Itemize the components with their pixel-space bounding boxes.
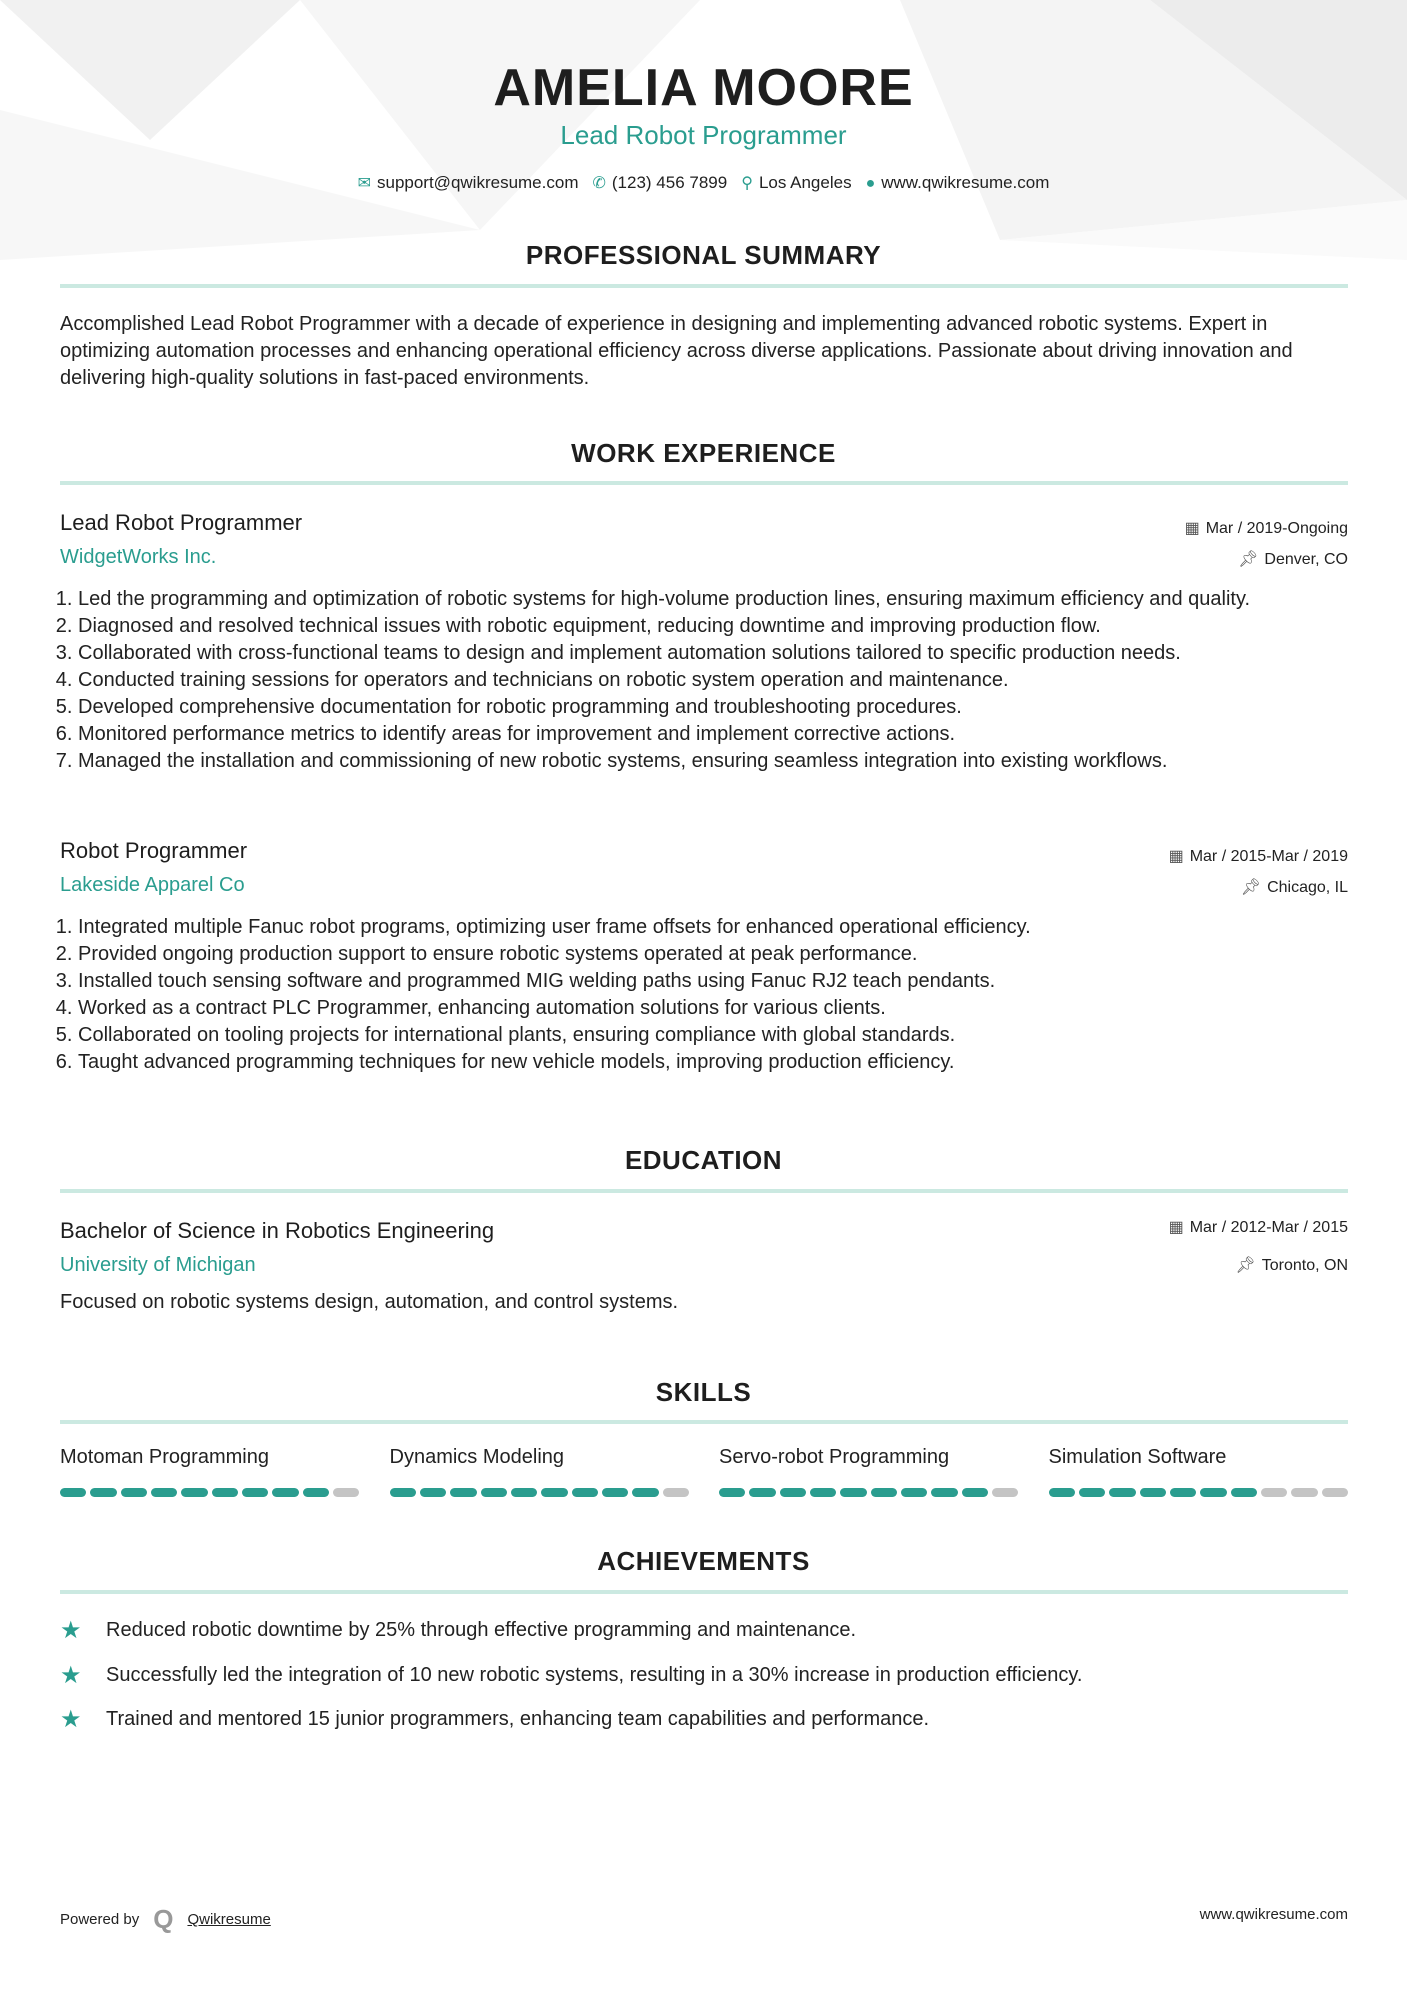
candidate-title: Lead Robot Programmer (560, 120, 847, 150)
skills-list (60, 1446, 1348, 1497)
skill-level-segment (962, 1488, 988, 1497)
phone-icon: ✆ (592, 175, 606, 192)
skill-level-segment (242, 1488, 268, 1497)
achievement-item (60, 1616, 856, 1645)
star-icon: ★ (60, 1617, 82, 1644)
skill-level-segment (1291, 1488, 1317, 1497)
contact-bar (0, 173, 1407, 193)
skill-level-segment (1049, 1488, 1075, 1497)
divider (60, 1189, 1348, 1193)
skill-level-bar (60, 1488, 360, 1497)
skills-heading: SKILLS (655, 1377, 752, 1407)
divider (60, 1420, 1348, 1424)
bullet: 5. Developed comprehensive documentation for robotic programming and troubleshooting procedures. (78, 694, 1350, 721)
skill-level-segment (572, 1488, 598, 1497)
job-dates (1169, 846, 1348, 866)
bullet: 3. Installed touch sensing software and programmed MIG welding paths using Fanuc RJ2 teach pendants. (78, 968, 1350, 995)
skill-level-segment (749, 1488, 775, 1497)
skill-level-segment (931, 1488, 957, 1497)
skill-level-segment (420, 1488, 446, 1497)
skill-level-segment (780, 1488, 806, 1497)
skill-level-segment (1261, 1488, 1287, 1497)
location-text: Denver, CO (1264, 551, 1348, 568)
map-pin-icon: ⚲ (741, 175, 753, 192)
skill-level-bar (719, 1488, 1019, 1497)
divider (60, 1590, 1348, 1594)
phone-text: (123) 456 7899 (611, 173, 728, 192)
qwikresume-logo-icon: Q (153, 1904, 174, 1934)
email-link[interactable]: support@qwikresume.com (376, 173, 579, 192)
skill-level-segment (212, 1488, 238, 1497)
job-bullets (60, 586, 1350, 775)
bullet: 7. Managed the installation and commissioning of new robotic systems, ensuring seamless integration into existing workflows. (78, 748, 1350, 775)
experience-heading: WORK EXPERIENCE (571, 438, 836, 468)
company-name: WidgetWorks Inc. (60, 546, 217, 568)
degree-title: Bachelor of Science in Robotics Engineering (60, 1218, 495, 1243)
skill-level-segment (901, 1488, 927, 1497)
skill-level-segment (511, 1488, 537, 1497)
achievements-heading: ACHIEVEMENTS (597, 1546, 810, 1576)
globe-icon: ● (865, 175, 876, 192)
skill-level-segment (121, 1488, 147, 1497)
skill-level-segment (1170, 1488, 1196, 1497)
skill-item (719, 1446, 1019, 1497)
achievement-item (60, 1705, 929, 1734)
calendar-icon: ▦ (1168, 1219, 1184, 1236)
job-location (1241, 877, 1348, 897)
skill-name: Servo-robot Programming (719, 1446, 950, 1468)
skill-level-segment (632, 1488, 658, 1497)
job-bullets (60, 914, 1350, 1076)
skill-level-segment (1322, 1488, 1348, 1497)
skill-item (1049, 1446, 1349, 1497)
divider (60, 481, 1348, 485)
footer-website[interactable]: www.qwikresume.com (1199, 1906, 1348, 1923)
calendar-icon: ▦ (1184, 520, 1200, 537)
dates-text: Mar / 2019-Ongoing (1205, 520, 1348, 537)
divider (60, 284, 1348, 288)
skill-level-segment (541, 1488, 567, 1497)
bullet: 6. Taught advanced programming techniques for new vehicle models, improving production efficiency. (78, 1049, 1350, 1076)
skill-level-segment (450, 1488, 476, 1497)
skill-level-segment (151, 1488, 177, 1497)
skill-level-segment (60, 1488, 86, 1497)
job-location (1238, 549, 1348, 569)
pin-icon: 📌︎ (1235, 1257, 1256, 1274)
achievement-text: Trained and mentored 15 junior programmers, enhancing team capabilities and performance. (106, 1708, 930, 1730)
achievement-text: Successfully led the integration of 10 new robotic systems, resulting in a 30% increase in production efficiency. (106, 1664, 1083, 1686)
job-title: Lead Robot Programmer (60, 510, 303, 535)
bullet: 2. Diagnosed and resolved technical issues with robotic equipment, reducing downtime and improving production flow. (78, 613, 1350, 640)
dates-text: Mar / 2012-Mar / 2015 (1189, 1219, 1348, 1236)
skill-level-segment (181, 1488, 207, 1497)
skill-level-segment (1200, 1488, 1226, 1497)
website-link[interactable]: www.qwikresume.com (881, 173, 1050, 192)
education-dates (1169, 1217, 1348, 1237)
bullet: 4. Conducted training sessions for operators and technicians on robotic system operation and maintenance. (78, 667, 1350, 694)
location-text: Toronto, ON (1261, 1257, 1348, 1274)
envelope-icon: ✉ (357, 175, 371, 192)
bullet: 1. Integrated multiple Fanuc robot programs, optimizing user frame offsets for enhanced operational efficiency. (78, 914, 1350, 941)
skill-item (60, 1446, 360, 1497)
education-heading: EDUCATION (624, 1145, 783, 1175)
skill-item (390, 1446, 690, 1497)
brand-link[interactable]: Qwikresume (187, 1911, 271, 1928)
skill-level-segment (810, 1488, 836, 1497)
summary-heading: PROFESSIONAL SUMMARY (525, 240, 882, 270)
summary-text: Accomplished Lead Robot Programmer with a decade of experience in designing and implementing advanced robotic systems. Expert in optimizing automation processes and enhancing operational efficiency across diverse applications. Passionate about driving innovation and delivering high-quality solutions in fast-paced environments. (60, 313, 1293, 389)
education-description: Focused on robotic systems design, automation, and control systems. (60, 1291, 679, 1313)
skill-level-segment (390, 1488, 416, 1497)
location-text: Chicago, IL (1267, 879, 1348, 896)
dates-text: Mar / 2015-Mar / 2019 (1189, 848, 1348, 865)
job-title: Robot Programmer (60, 838, 248, 863)
skill-level-segment (1079, 1488, 1105, 1497)
skill-level-segment (840, 1488, 866, 1497)
location-text: Los Angeles (758, 173, 852, 192)
bullet: 4. Worked as a contract PLC Programmer, enhancing automation solutions for various clients. (78, 995, 1350, 1022)
achievement-text: Reduced robotic downtime by 25% through effective programming and maintenance. (106, 1619, 857, 1641)
skill-level-segment (1140, 1488, 1166, 1497)
skill-level-segment (333, 1488, 359, 1497)
skill-name: Dynamics Modeling (389, 1446, 565, 1468)
star-icon: ★ (60, 1706, 82, 1733)
bullet: 6. Monitored performance metrics to identify areas for improvement and implement corrective actions. (78, 721, 1350, 748)
skill-level-segment (90, 1488, 116, 1497)
skill-level-segment (719, 1488, 745, 1497)
skill-level-segment (1231, 1488, 1257, 1497)
skill-level-segment (303, 1488, 329, 1497)
skill-level-segment (992, 1488, 1018, 1497)
skill-level-segment (663, 1488, 689, 1497)
skill-level-segment (481, 1488, 507, 1497)
skill-level-segment (602, 1488, 628, 1497)
bullet: 1. Led the programming and optimization of robotic systems for high-volume production lines, ensuring maximum efficiency and quality. (78, 586, 1350, 613)
skill-level-segment (272, 1488, 298, 1497)
candidate-name: AMELIA MOORE (493, 59, 914, 117)
bullet: 3. Collaborated with cross-functional teams to design and implement automation solutions tailored to specific production needs. (78, 640, 1350, 667)
skill-name: Simulation Software (1048, 1446, 1227, 1468)
skill-level-segment (871, 1488, 897, 1497)
powered-by-text: Powered by (60, 1911, 140, 1928)
bullet: 2. Provided ongoing production support to ensure robotic systems operated at peak performance. (78, 941, 1350, 968)
bullet: 5. Collaborated on tooling projects for international plants, ensuring compliance with global standards. (78, 1022, 1350, 1049)
education-location (1235, 1255, 1348, 1275)
pin-icon: 📌︎ (1240, 879, 1262, 896)
star-icon: ★ (60, 1662, 82, 1689)
achievement-item (60, 1661, 1082, 1690)
skill-name: Motoman Programming (60, 1446, 269, 1468)
job-dates (1185, 518, 1348, 538)
footer-brand (60, 1904, 271, 1935)
school-name: University of Michigan (60, 1254, 256, 1276)
company-name: Lakeside Apparel Co (60, 874, 245, 896)
pin-icon: 📌︎ (1238, 551, 1259, 568)
skill-level-bar (390, 1488, 690, 1497)
skill-level-bar (1049, 1488, 1349, 1497)
skill-level-segment (1109, 1488, 1135, 1497)
calendar-icon: ▦ (1168, 848, 1184, 865)
